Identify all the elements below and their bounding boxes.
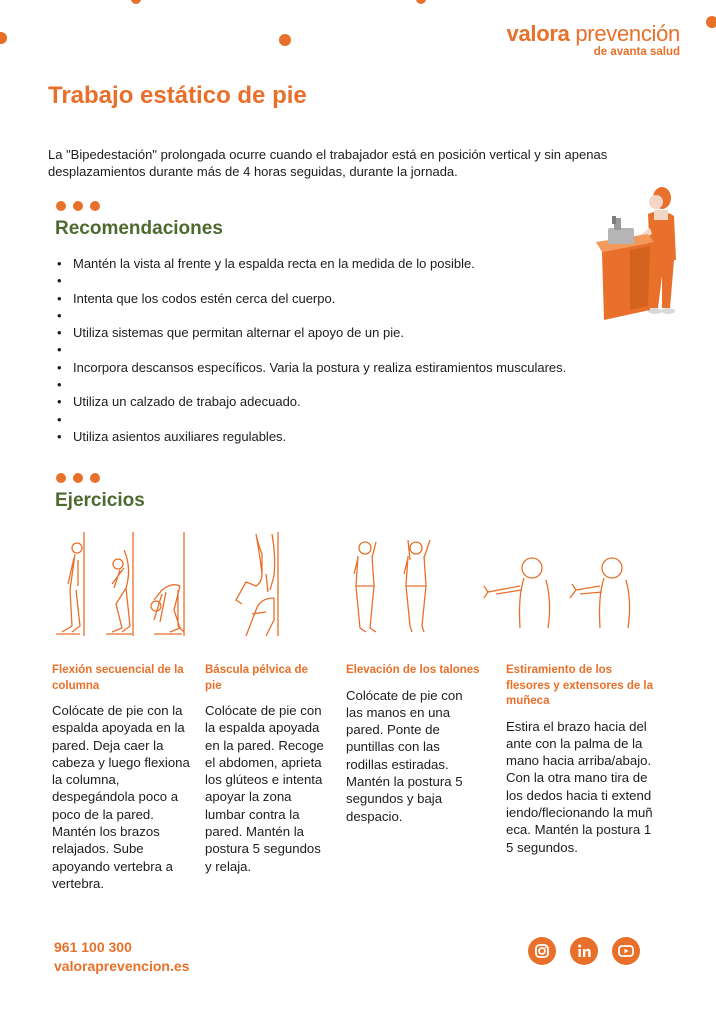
recommendations-heading: Recomendaciones bbox=[55, 218, 223, 239]
exercise-description: Colócate de pie con la espalda apoyada en la pared. Recoge el abdomen, aprieta los glúteos e intenta apoyar la zona lumbar contra la pared. Mantén la postura 5 segundos y relaja. bbox=[205, 703, 324, 874]
list-item bbox=[55, 307, 655, 324]
list-item bbox=[55, 341, 655, 358]
exercise-description: Colócate de pie con las manos en una pared. Ponte de puntillas con las rodillas estiradas. Mantén la postura 5 segundos y baja despacio. bbox=[346, 687, 463, 824]
spine-flexion-illustration bbox=[50, 530, 195, 640]
exercise-card bbox=[52, 663, 192, 892]
brand-name-regular: prevención bbox=[569, 21, 680, 46]
exercise-title: Flexión secuencial de la columna bbox=[52, 664, 184, 692]
list-item bbox=[55, 411, 655, 428]
list-item: • Utiliza sistemas que permitan alternar el apoyo de un pie. bbox=[55, 324, 655, 341]
brand-subline: de avanta salud bbox=[593, 46, 680, 58]
heel-raise-illustration bbox=[348, 536, 448, 636]
worker-illustration bbox=[590, 180, 690, 320]
decorative-dot bbox=[416, 0, 426, 4]
section-dots bbox=[56, 473, 100, 483]
list-item: • Mantén la vista al frente y la espalda recta en la medida de lo posible. bbox=[55, 255, 655, 272]
list-item bbox=[55, 376, 655, 393]
list-item: • Utiliza un calzado de trabajo adecuado. bbox=[55, 393, 655, 410]
decorative-dot bbox=[706, 16, 716, 28]
pelvic-tilt-illustration bbox=[232, 530, 292, 638]
intro-paragraph: La "Bipedestación" prolongada ocurre cuando el trabajador está en posición vertical y sin apenas desplazamientos durante más de 4 horas seguidas, durante la jornada. bbox=[48, 147, 608, 179]
phone-number[interactable]: 961 100 300 bbox=[54, 939, 132, 955]
contact-info bbox=[54, 938, 189, 976]
youtube-icon[interactable] bbox=[612, 937, 640, 965]
wrist-stretch-illustration bbox=[480, 552, 640, 632]
list-item bbox=[55, 272, 655, 289]
instagram-icon[interactable] bbox=[528, 937, 556, 965]
exercises-heading: Ejercicios bbox=[55, 490, 145, 511]
exercise-card bbox=[346, 663, 481, 825]
list-item: • Utiliza asientos auxiliares regulables. bbox=[55, 428, 655, 445]
list-item: • Incorpora descansos específicos. Varia la postura y realiza estiramientos musculares. bbox=[55, 359, 655, 376]
decorative-dot bbox=[279, 34, 291, 46]
exercise-title: Estiramiento de los flesores y extensores de la muñeca bbox=[506, 664, 654, 707]
decorative-dot bbox=[131, 0, 141, 4]
exercise-title: Elevación de los talones bbox=[346, 664, 480, 676]
linkedin-icon[interactable] bbox=[570, 937, 598, 965]
page-title: Trabajo estático de pie bbox=[48, 82, 307, 109]
exercise-description: Colócate de pie con la espalda apoyada en la pared. Deja caer la cabeza y luego flexiona la columna, despegándola poco a poco de la pared. Mantén los brazos relajados. Sube apoyando vertebra a vertebra. bbox=[52, 703, 190, 891]
section-dots bbox=[56, 201, 100, 211]
decorative-dot bbox=[0, 32, 7, 44]
recommendations-list bbox=[55, 255, 655, 445]
exercise-card bbox=[506, 663, 654, 856]
website-link[interactable]: valoraprevencion.es bbox=[54, 958, 190, 974]
brand-logo bbox=[507, 22, 680, 58]
exercise-description: Estira el brazo hacia delante con la palma de la mano hacia arriba/abajo. Con la otra mano tira de los dedos hacia ti extendiendo/flecionando la muñeca. Mantén la postura 15 segundos. bbox=[506, 718, 653, 855]
list-item: • Intenta que los codos estén cerca del cuerpo. bbox=[55, 290, 655, 307]
exercise-card bbox=[205, 663, 325, 875]
exercise-title: Báscula pélvica de pie bbox=[205, 664, 308, 692]
brand-name-bold: valora bbox=[506, 21, 570, 46]
